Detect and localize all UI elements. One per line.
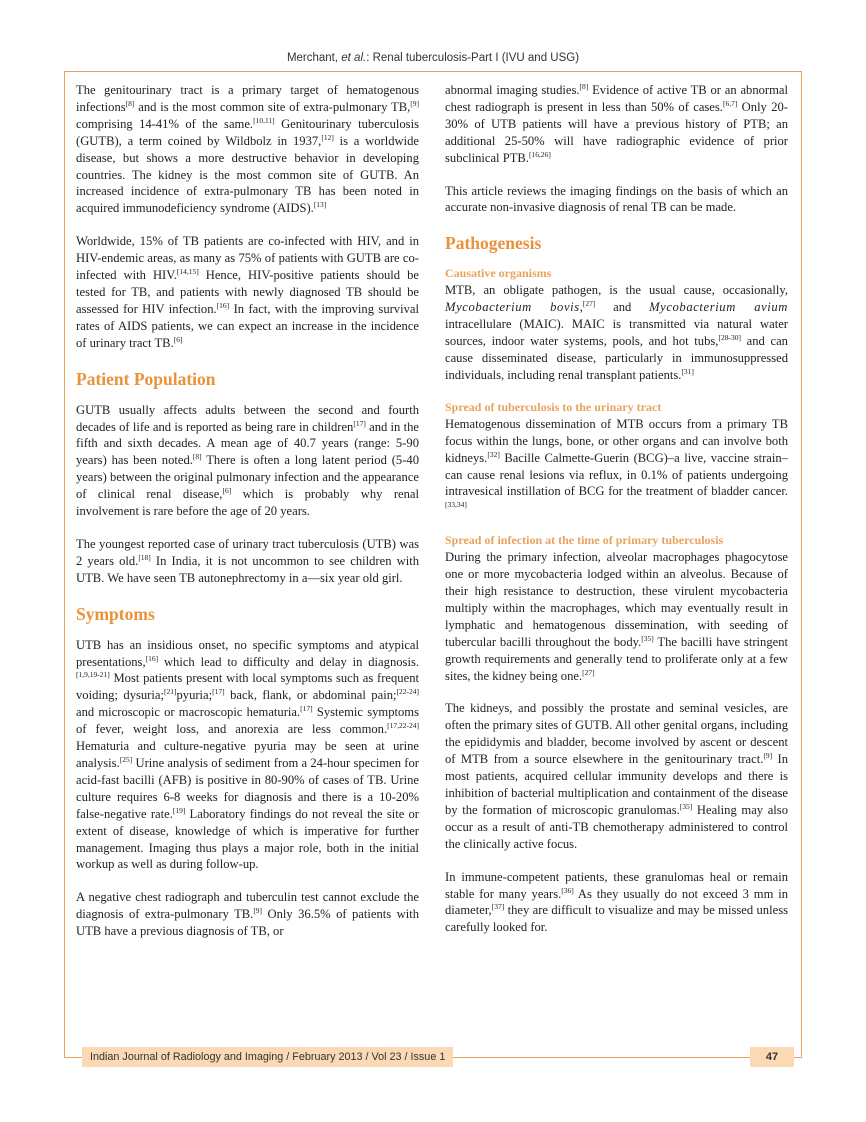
citation: [1,9,19-21] [76,670,110,680]
citation: [9] [253,906,263,916]
running-head-etal: et al. [341,52,367,64]
citation: [36] [561,885,574,895]
intro-paragraph: The genitourinary tract is a primary target of hematogenous infections[8] and is the most common site of extra-pulmonary TB,[9] comprising 14-41% of the same.[10,11] Genitourinary tuberculosis (GUTB), a term coined by Wildbolz in 1937,[12] is a worldwide disease, but shows a more destructive behavior in developing countries. The kidney is the most common site of GUTB. An increased incidence of extra-pulmonary TB has been noted in acquired immunodeficiency syndrome (AIDS).[13] [76,83,419,216]
left-column [76,82,419,956]
citation: [35] [641,633,654,643]
frame-top-rule [64,71,801,72]
citation: [25] [119,755,133,764]
citation: [8] [192,452,202,462]
citation: [13] [313,200,327,210]
hiv-paragraph: Worldwide, 15% of TB patients are co-infected with HIV, and in HIV-endemic areas, as many as 75% of patients with GUTB are co-infected with HIV.[14,15] Hence, HIV-positive patients should be tested for TB, and patients with newly diagnosed TB should be assessed for HIV infection.[16] In fact, with the improving survival rates of AIDS patients, we can expect an increase in the incidence of urinary tract TB.[6] [76,234,419,350]
citation: [14,15] [176,267,199,277]
population-paragraph: GUTB usually affects adults between the second and fourth decades of life and is reported as being rare in children[17] and in the fifth and sixth decades. A mean age of 40.7 years (range: 5-90 years) has been noted.[8] There is often a long latent period (5-40 years) between the original pulmonary infection and the appearance of clinical renal disease,[6] which is probably why renal involvement is rare before the age of 20 years. [76,402,420,519]
primary-sites-paragraph: The kidneys, and possibly the prostate and seminal vesicles, are often the primary sites of GUTB. All other genital organs, including the epididymis and bladder, become involved by ascent or descent of MTB from a source elsewhere in the genitourinary tract.[9] In most patients, acquired cellular immunity develops and there is inhibition of bacterial multiplication and containment of the disease by the formation of microscopic granulomas.[35] Healing may also occur as a result of anti-TB chemotherapy administered to control the clinically active focus. [445,701,789,851]
citation: [17] [353,418,366,428]
running-head [0,52,866,64]
citation: [21] [163,687,177,697]
spread-paragraph: Hematogenous dissemination of MTB occurs from a primary TB focus within the lungs, bone, or other organs and can involve both kidneys.[32] Bacille Calmette-Guerin (BCG)–a live, vaccine strain–can cause renal lesions via reflux, in 0.1% of patients undergoing intravesical instillation of BCG for the treatment of bladder cancer.[33,34] [445,416,788,510]
citation: [16] [145,653,159,663]
citation: [16,26] [528,149,551,159]
chest-radiograph-paragraph: A negative chest radiograph and tuberculin test cannot exclude the diagnosis of extra-pulmonary TB.[9] Only 36.5% of patients with UTB have a previous diagnosis of TB, or [76,890,419,939]
frame-right-rule [801,71,802,1058]
citation: [6] [222,486,232,496]
running-head-author: Merchant, [286,52,342,64]
citation: [37] [491,902,505,912]
citation: [16] [216,300,230,310]
page-footer [64,1047,801,1069]
page-number: 47 [750,1047,794,1067]
citation: [22-24] [396,687,419,697]
subheading-primary-tuberculosis: Spread of infection at the time of primary tuberculosis [445,533,724,548]
subheading-spread-to-urinary-tract: Spread of tuberculosis to the urinary tract [445,399,662,414]
citation: [9] [763,751,773,761]
citation: [35] [679,801,693,811]
citation: [10,11] [253,115,275,125]
article-scope-paragraph: This article reviews the imaging findings on the basis of which an accurate non-invasive diagnosis of renal TB can be made. [445,183,788,215]
granulomas-paragraph: In immune-competent patients, these granulomas heal or remain stable for many years.[36] As they usually do not exceed 3 mm in diameter,[37] they are difficult to visualize and may be missed unless carefully looked for. [445,869,788,935]
section-heading-symptoms: Symptoms [76,603,155,624]
citation: [12] [321,132,334,142]
frame-left-rule [64,71,65,1058]
species-name: Mycobacterium bovis [445,300,580,315]
citation: [27] [582,667,595,677]
citation: [18] [138,552,151,562]
citation: [27] [582,299,596,309]
footer-journal-citation: Indian Journal of Radiology and Imaging / February 2013 / Vol 23 / Issue 1 [82,1047,453,1067]
subheading-causative-organisms: Causative organisms [445,266,552,281]
citation: [17,22-24] [387,721,419,731]
species-name: Mycobacterium avium [649,300,789,315]
citation: [17] [300,704,313,714]
primary-infection-paragraph: During the primary infection, alveolar macrophages phagocytose one or more mycobacteria lodged within an alveolus. Because of their high resistance to destruction, these virulent mycobacteria multiply within the macrophages, which may eventually result in lymphatic and hematogenous dissemination, with seeding of tubercular bacilli throughout the body.[35] The bacilli have stringent growth requirements and generally tend to proliferate only at a few sites, the kidney being one.[27] [445,550,788,683]
citation: [6,7] [722,98,738,108]
citation: [8] [579,82,589,91]
right-column [445,82,788,952]
citation: [28-30] [718,333,741,343]
youngest-case-paragraph: The youngest reported case of urinary tract tuberculosis (UTB) was 2 years old.[18] In India, it is not uncommon to see children with UTB. We have seen TB autonephrectomy in a—six year old girl. [76,536,420,585]
causative-organisms-paragraph: MTB, an obligate pathogen, is the usual cause, occasionally, Mycobacterium bovis,[27] and Mycobacterium avium intracellulare (MAIC). MAIC is transmitted via natural water sources, indoor water systems, pools, and hot tubs,[28-30] and can cause disseminated disease, particularly in immunosuppressed individuals, including renal transplant patients.[31] [445,283,789,382]
citation: [19] [172,805,186,815]
citation: [9] [410,98,419,108]
citation: [31] [681,366,694,376]
citation: [6] [173,334,183,344]
imaging-studies-paragraph: abnormal imaging studies.[8] Evidence of active TB or an abnormal chest radiograph is present in less than 50% of cases.[6,7] Only 20-30% of UTB patients will have a previous history of PTB; an additional 25-50% will have radiographic evidence of prior subclinical PTB.[16,26] [445,82,789,165]
citation: [32] [487,449,500,459]
citation: [17] [212,687,225,697]
running-head-title: : Renal tuberculosis-Part I (IVU and USG) [366,52,580,64]
citation: [8] [125,98,135,108]
section-heading-patient-population: Patient Population [76,368,216,389]
section-heading-pathogenesis: Pathogenesis [445,233,542,254]
citation: [33,34] [445,500,467,510]
symptoms-paragraph: UTB has an insidious onset, no specific symptoms and atypical presentations,[16] which lead to difficulty and delay in diagnosis.[1,9,19-21] Most patients present with local symptoms such as frequent voiding; dysuria;[21]pyuria;[17] back, flank, or abdominal pain;[22-24] and microscopic or macroscopic hematuria.[17] Systemic symptoms of fever, weight loss, and anorexia are less common.[17,22-24] Hematuria and culture-negative pyuria may be seen at urine analysis.[25] Urine analysis of sediment from a 24-hour specimen for acid-fast bacilli (AFB) is positive in 80-90% of cases of TB. Urine culture requires 6-8 weeks for diagnosis and there is a 10-20% false-negative rate.[19] Laboratory findings do not reveal the site or extent of disease, knowledge of which is imperative for further management. Imaging thus plays a major role, both in the initial workup as well as during follow-up. [76,637,420,872]
